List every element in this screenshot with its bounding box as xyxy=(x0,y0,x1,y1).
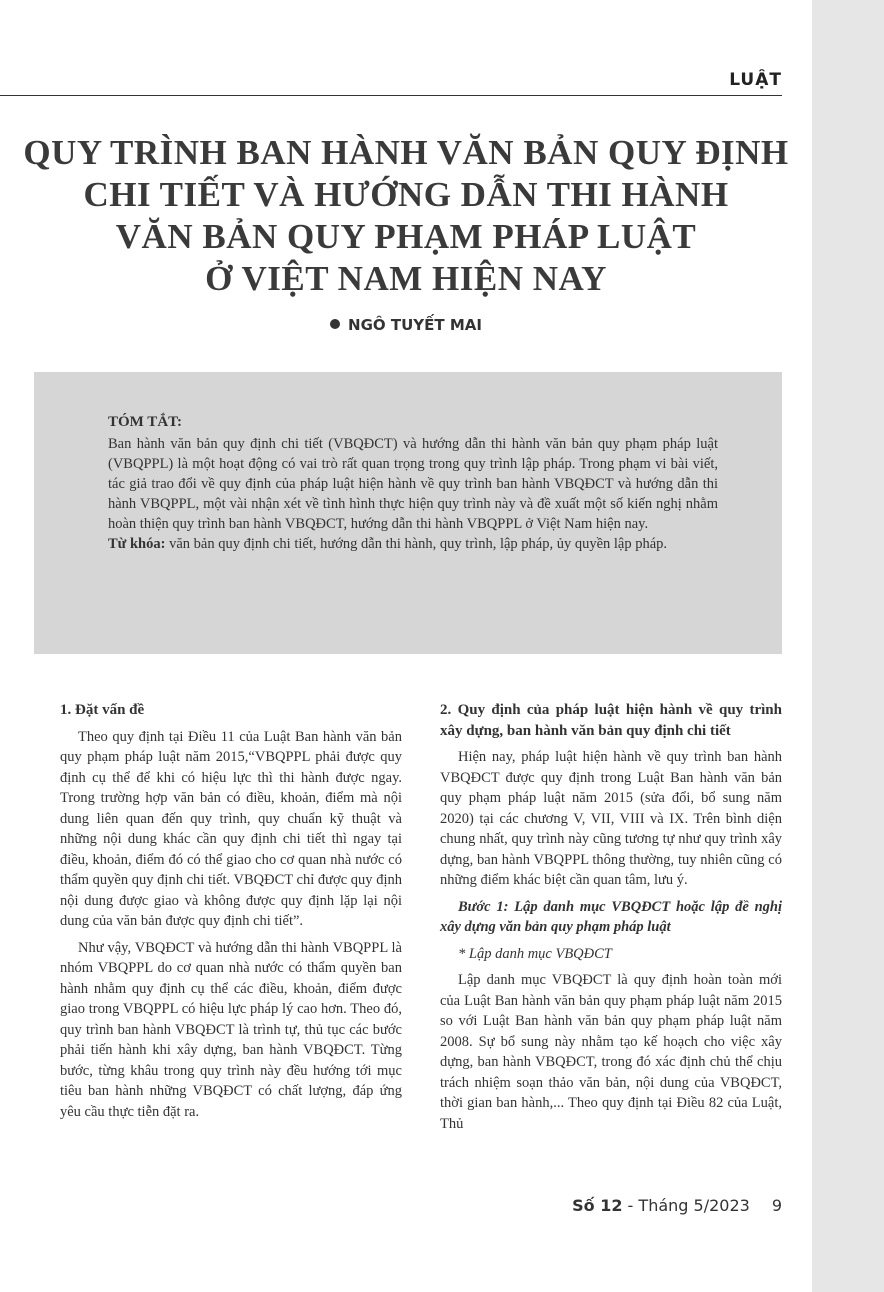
paragraph: Theo quy định tại Điều 11 của Luật Ban hành văn bản quy phạm pháp luật năm 2015,“VBQPPL phải được quy định cụ thể để khi có hiệu lực thì thi hành được ngay. Trong trường hợp văn bản có điều, khoản, điểm mà nội dung liên quan đến quy trình, quy chuẩn kỹ thuật và những nội dung khác cần quy định chi tiết thì ngay tại điều, khoản, điểm đó có thể giao cho cơ quan nhà nước có thẩm quyền quy định chi tiết. VBQĐCT chỉ được quy định nội dung được giao và không được quy định lặp lại nội dung của văn bản được quy định chi tiết”. xyxy=(60,728,402,929)
keywords-text: văn bản quy định chi tiết, hướng dẫn thi hành, quy trình, lập pháp, ủy quyền lập pháp. xyxy=(169,536,668,552)
issue-month: Tháng 5/2023 xyxy=(638,1196,750,1215)
page-footer xyxy=(572,1196,782,1215)
abstract-heading: TÓM TẮT: xyxy=(108,414,183,430)
paragraph: Như vậy, VBQĐCT và hướng dẫn thi hành VBQPPL là nhóm VBQPPL do cơ quan nhà nước có thẩm quyền ban hành nhằm quy định cụ thể các điều, khoản, điểm được giao trong VBQPPL có hiệu lực pháp lý cao hơn. Theo đó, quy trình ban hành VBQĐCT là trình tự, thủ tục các bước phải tiến hành khi xây dựng, ban hành VBQĐCT. Từng bước, từng khâu trong quy trình này đều hướng tới mục tiêu ban hành những VBQĐCT có chất lượng, đáp ứng yêu cầu thực tiễn đặt ra. xyxy=(60,939,402,1120)
bullet-icon xyxy=(330,319,340,329)
abstract-body: Ban hành văn bản quy định chi tiết (VBQĐCT) và hướng dẫn thi hành văn bản quy phạm pháp luật (VBQPPL) là một hoạt động có vai trò rất quan trọng trong quy trình lập pháp. Trong phạm vi bài viết, tác giả trao đổi về quy định của pháp luật hiện hành về quy trình ban hành VBQĐCT và hướng dẫn thi hành VBQPPL, một vài nhận xét về tình hình thực hiện quy trình này và đề xuất một số kiến nghị nhằm hoàn thiện quy trình ban hành VBQĐCT, hướng dẫn thi hành VBQPPL ở Việt Nam hiện nay. xyxy=(108,436,718,532)
left-column xyxy=(60,700,402,1128)
abstract-box xyxy=(34,372,782,654)
title-line: CHI TIẾT VÀ HƯỚNG DẪN THI HÀNH xyxy=(83,175,729,214)
title-line: VĂN BẢN QUY PHẠM PHÁP LUẬT xyxy=(115,217,697,256)
header-rule xyxy=(0,95,782,96)
right-column xyxy=(440,700,782,1140)
section-heading: 2. Quy định của pháp luật hiện hành về quy trình xây dựng, ban hành văn bản quy định chi tiết xyxy=(440,702,782,739)
footer-separator: - xyxy=(622,1196,639,1215)
page-edge-strip xyxy=(812,0,884,1292)
title-line: QUY TRÌNH BAN HÀNH VĂN BẢN QUY ĐỊNH xyxy=(23,133,789,172)
section-heading: 1. Đặt vấn đề xyxy=(60,702,145,718)
paragraph: Hiện nay, pháp luật hiện hành về quy trình ban hành VBQĐCT được quy định trong Luật Ban hành văn bản quy phạm pháp luật năm 2015 (sửa đổi, bổ sung năm 2020) tại các chương V, VII, VIII và IX. Trên bình diện chung nhất, quy trình này cũng tương tự như quy trình xây dựng, ban hành VBQPPL thông thường, tuy nhiên cũng có những điểm khác biệt cần quan tâm, lưu ý. xyxy=(440,749,782,888)
sub-heading: * Lập danh mục VBQĐCT xyxy=(458,945,612,962)
page-number: 9 xyxy=(771,1196,782,1215)
section-label: LUẬT xyxy=(729,70,782,90)
keywords xyxy=(108,534,718,554)
paragraph: Lập danh mục VBQĐCT là quy định hoàn toàn mới của Luật Ban hành văn bản quy phạm pháp luật năm 2015 so với Luật Ban hành văn bản quy phạm pháp luật năm 2008. Sự bổ sung này nhằm tạo kế hoạch cho việc xây dựng, ban hành VBQĐCT, trong đó xác định chủ thể chịu trách nhiệm soạn thảo văn bản, nội dung của VBQĐCT, thời gian ban hành,... Theo quy định tại Điều 82 của Luật, Thủ xyxy=(440,972,782,1132)
article-title xyxy=(0,132,812,300)
author-name: NGÔ TUYẾT MAI xyxy=(348,316,482,334)
keywords-label: Từ khóa: xyxy=(108,536,166,552)
issue-number: Số 12 xyxy=(572,1196,623,1215)
step-heading: Bước 1: Lập danh mục VBQĐCT hoặc lập đề nghị xây dựng văn bản quy phạm pháp luật xyxy=(440,898,782,935)
author-line xyxy=(0,316,812,334)
title-line: Ở VIỆT NAM HIỆN NAY xyxy=(205,259,607,298)
